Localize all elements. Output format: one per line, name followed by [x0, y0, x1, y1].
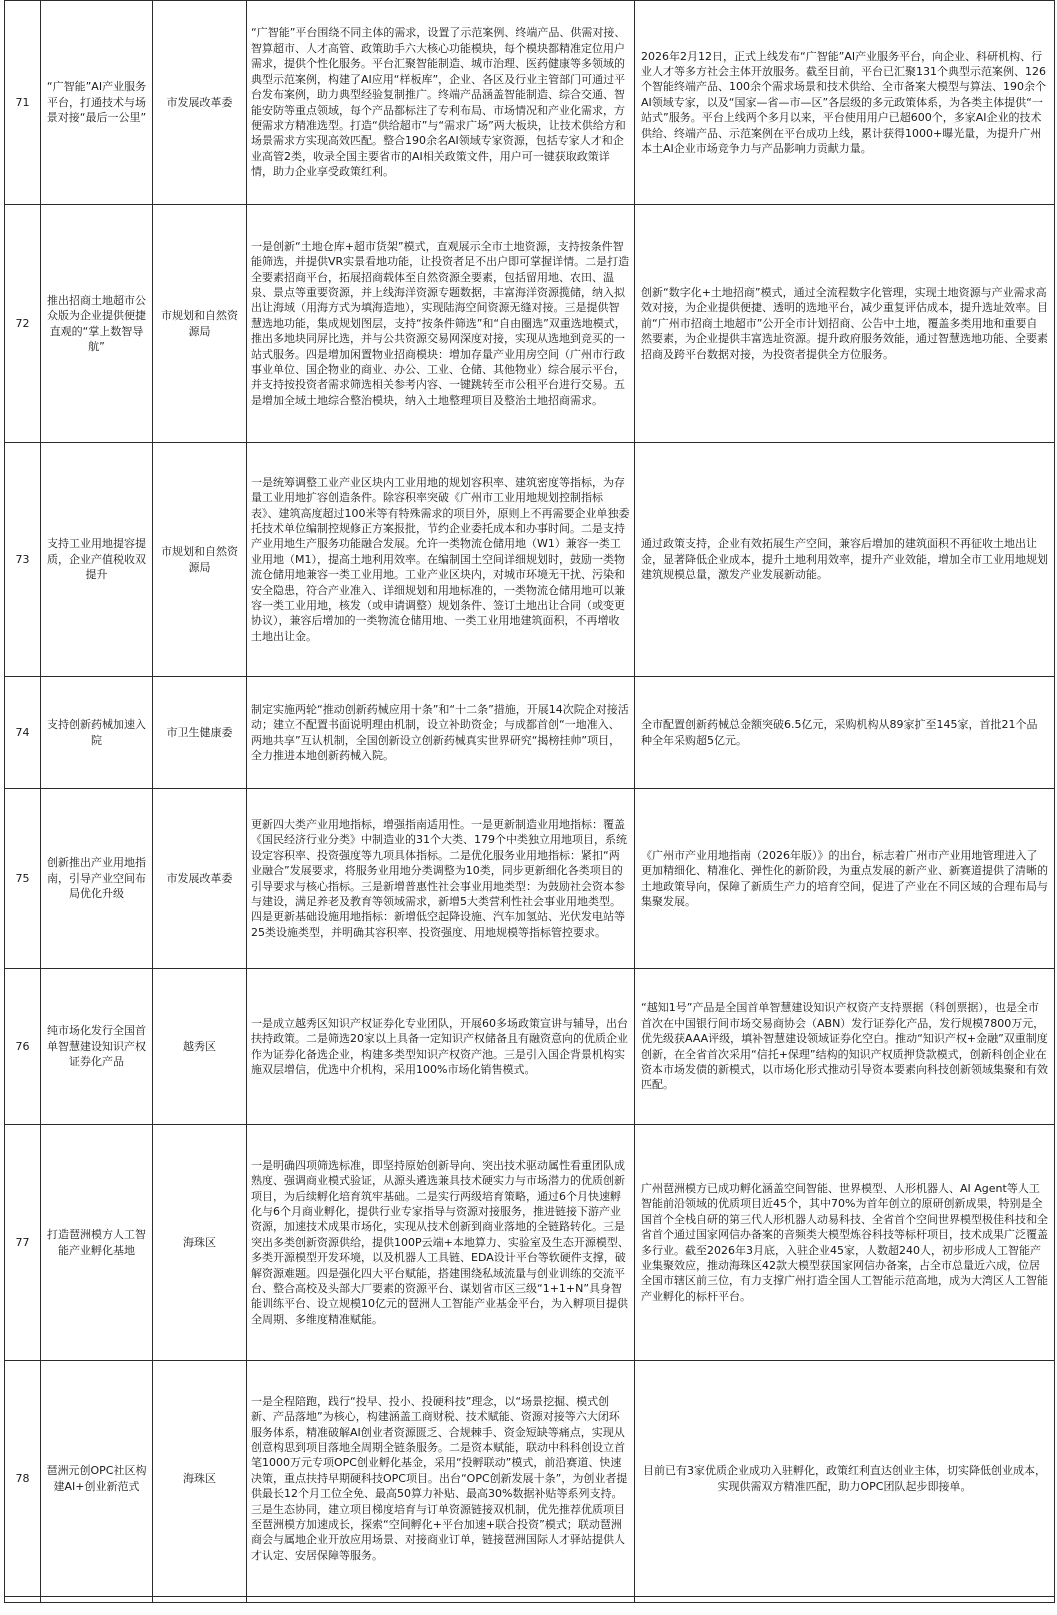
- measure-effect: 创新“数字化+土地招商”模式，通过全流程数字化管理，实现土地资源与产业需求高效对接，为企业提供便捷、透明的选地平台，减少重复评估成本，提升选址效率。目前“广州市招商土地超市”公开全市计划招商、公告中土地，覆盖多类用地和重要自然要素，为企业提供丰富选址资源。提升政府服务效能，通过智慧选地功能、全要素招商及跨平台数据对接，为投资者提供全方位服务。: [635, 205, 1055, 443]
- measure-title: 琶洲元创OPC社区构建AI+创业新范式: [41, 1361, 153, 1597]
- measure-effect: 广州琶洲模方已成功孵化涵盖空间智能、世界模型、人形机器人、AI Agent等人工智能前沿领域的优质项目近45个，其中70%为首年创立的原研创新成果，特别是全国首个全栈自研的第三代人形机器人动易科技、全省首个空间世界模型极佳科技和全省首个通过国家网信办备案的音频类大模型炼谷科技等标杆项目，技术成果广泛覆盖多行业。截至2026年3月底，入驻企业45家，人数超240人，初步形成人工智能产业集聚效应，推动海珠区42款大模型获国家网信办备案，占全市总量近六成，位居全国市辖区前三位，有力支撑广州打造全国人工智能示范高地，成为大湾区人工智能产业孵化的标杆平台。: [635, 1125, 1055, 1361]
- table-row: [5, 1, 1055, 205]
- measure-description: 更新四大类产业用地指标，增强指南适用性。一是更新制造业用地指标：覆盖《国民经济行业分类》中制造业的31个大类、179个中类独立用地项目，系统设定容积率、投资强度等九项具体指标。二是优化服务业用地指标：紧扣“两业融合”发展要求，将服务业用地分类调整为10类，同步更新细化各类项目的引导要求与核心指标。三是新增普惠性社会事业用地类型：为鼓励社会资本参与建设，满足养老及教育等领域需求，新增5大类营利性社会事业用地类型。四是更新基础设施用地指标：新增低空起降设施、汽车加氢站、光伏发电站等25类设施类型，并明确其容积率、投资强度、用地规模等指标管控要求。: [247, 789, 635, 969]
- measure-title: 打造琶洲模方人工智能产业孵化基地: [41, 1125, 153, 1361]
- measure-title: 推出招商土地超市公众版为企业提供便捷直观的“掌上数智导航”: [41, 205, 153, 443]
- table-row: [5, 969, 1055, 1125]
- empty-cell: [247, 1597, 635, 1603]
- measure-description: 一是全程陪跑，践行“投早、投小、投硬科技”理念，以“场景挖掘、模式创新、产品落地”为核心，构建涵盖工商财税、技术赋能、资源对接等六大闭环服务体系，精准破解AI创业者资源匮乏、合规棘手、资金短缺等痛点，实现从创意构思到项目落地全周期全链条服务。二是资本赋能，联动中科科创设立首笔1000万元专项OPC创业孵化基金，采用“投孵联动”模式，前沿赛道、快速决策，重点扶持早期硬科技OPC项目。出台“OPC创新发展十条”，为创业者提供最长12个月工位全免、最高50算力补贴、最高30%数据补贴等系列支持。三是生态协同，建立项目梯度培育与订单资源链接双机制，优先推荐优质项目至琶洲模方加速成长，探索“空间孵化+平台加速+联合投资”模式；联动琶洲商会与属地企业开放应用场景、对接商业订单，链接琶洲国际人才驿站提供人才认定、安居保障等服务。: [247, 1361, 635, 1597]
- measure-description: 制定实施两轮“推动创新药械应用十条”和“十二条”措施，开展14次院企对接活动；建立不配置书面说明理由机制，设立补助资金；与成都首创“一地准入、两地共享”互认机制，全国创新设立创新药械真实世界研究“揭榜挂帅”项目，全力推进本地创新药械入院。: [247, 677, 635, 789]
- measure-title: “广智能”AI产业服务平台，打通技术与场景对接“最后一公里”: [41, 1, 153, 205]
- row-number: 76: [5, 969, 41, 1125]
- measure-description: 一是成立越秀区知识产权证券化专业团队，开展60多场政策宣讲与辅导，出台扶持政策。二是筛选20家以上具备一定知识产权储备且有融资意向的优质企业作为证券化备选企业，构建多类型知识产权资产池。三是引入国企背景机构实施双层增信，优选中介机构，采用100%市场化销售模式。: [247, 969, 635, 1125]
- responsible-unit: 海珠区: [153, 1361, 247, 1597]
- table-row: [5, 1125, 1055, 1361]
- responsible-unit: 越秀区: [153, 969, 247, 1125]
- row-number: 73: [5, 443, 41, 677]
- table-row-partial: [5, 1597, 1055, 1603]
- measure-title: 支持工业用地提容提质，企业产值税收双提升: [41, 443, 153, 677]
- measure-description: 一是明确四项筛选标准，即坚持原始创新导向、突出技术驱动属性看重团队成熟度、强调商业模式验证，从源头遴选兼具技术硬实力与市场潜力的优质创新项目，为后续孵化培育筑牢基础。二是实行两级培育策略，通过6个月快速孵化与6个月商业孵化，提供行业专家指导与资源对接服务，推进链接下游产业资源，加速技术成果市场化，实现从技术创新到商业落地的全链路转化。三是突出多类创新资源供给，提供100P云端+本地算力、实验室及生态开源模型、多类开源模型开发环境，以及机器人工具链、EDA设计平台等软硬件支撑，破解资源难题。四是强化四大平台赋能，搭建围绕私域流量与创业训练的交流平台、整合高校及头部大厂要素的资源平台、谋划省市区三级“1+1+N”具身智能训练平台、设立规模10亿元的琶洲人工智能产业基金平台，为入孵项目提供全周期、多维度精准赋能。: [247, 1125, 635, 1361]
- responsible-unit: 市发展改革委: [153, 789, 247, 969]
- responsible-unit: 市规划和自然资源局: [153, 205, 247, 443]
- measure-effect: “越知1号”产品是全国首单智慧建设知识产权资产支持票据（科创票据），也是全市首次在中国银行间市场交易商协会（ABN）发行证券化产品，发行规模7800万元，优先级获AAA评级，填补智慧建设领域证券化空白。推动“知识产权+金融”双重制度创新，在全省首次采用“信托+保理”结构的知识产权质押贷款模式，创新科创企业在资本市场发债的新模式，以市场化形式推动引导资本要素向科技创新领域集聚和有效匹配。: [635, 969, 1055, 1125]
- measure-effect: 全市配置创新药械总金额突破6.5亿元，采购机构从89家扩至145家，首批21个品种全年采购超5亿元。: [635, 677, 1055, 789]
- policy-measures-table: [4, 0, 1055, 1603]
- empty-cell: [41, 1597, 153, 1603]
- empty-cell: [635, 1597, 1055, 1603]
- table-row: [5, 205, 1055, 443]
- measure-title: 创新推出产业用地指南，引导产业空间布局优化升级: [41, 789, 153, 969]
- measure-title: 纯市场化发行全国首单智慧建设知识产权证券化产品: [41, 969, 153, 1125]
- responsible-unit: 市发展改革委: [153, 1, 247, 205]
- measure-description: 一是创新“土地仓库+超市货架”模式，直观展示全市土地资源，支持按条件智能筛选，并提供VR实景看地功能，让投资者足不出户即可掌握详情。二是打造全要素招商平台，拓展招商载体至自然资源全要素，包括留用地、农田、温泉、景点等重要资源，并上线海洋资源专题数据，丰富海洋资源揽储，纳入拟出让海域（用海方式为填海造地），实现陆海空间资源无缝对接。三是提供智慧选地功能，集成规划图层，支持“按条件筛选”和“自由圈选”双重选地模式，推出多地块同屏比选，并与公共资源交易网深度对接，实现从选地到竞买的一站式服务。四是增加闲置物业招商模块：增加存量产业用房空间（广州市行政事业单位、国企物业的商业、办公、工业、仓储、其他物业）综合展示平台，并支持按投资者需求筛选相关参考内容、一键跳转至市公租平台进行交易。五是增加全域土地综合整治模块，纳入土地整理项目及整治土地招商需求。: [247, 205, 635, 443]
- empty-cell: [5, 1597, 41, 1603]
- table-row: [5, 677, 1055, 789]
- measure-effect: 2026年2月12日，正式上线发布“广智能”AI产业服务平台，向企业、科研机构、行业人才等多方社会主体开放服务。截至目前，平台已汇聚131个典型示范案例、126个智能终端产品、100余个需求场景和技术供给、全市备案大模型与算法、190余个AI领域专家，以及“国家—省—市—区”各层级的多元政策体系，为各类主体提供“一站式”服务。平台上线两个多月以来，平台使用用户已超600个，多家AI企业的技术供给、终端产品、示范案例在平台成功上线，累计获得1000+曝光量，为提升广州本土AI企业市场竞争力与产品影响力贡献力量。: [635, 1, 1055, 205]
- row-number: 77: [5, 1125, 41, 1361]
- table-row: [5, 443, 1055, 677]
- measure-title: 支持创新药械加速入院: [41, 677, 153, 789]
- empty-cell: [153, 1597, 247, 1603]
- row-number: 74: [5, 677, 41, 789]
- measure-effect: 《广州市产业用地指南（2026年版）》的出台，标志着广州市产业用地管理进入了更加精细化、精准化、弹性化的新阶段，为重点发展的新产业、新赛道提供了清晰的土地政策导向，保障了新质生产力的培育空间，促进了产业在不同区域的合理布局与集聚发展。: [635, 789, 1055, 969]
- row-number: 72: [5, 205, 41, 443]
- row-number: 71: [5, 1, 41, 205]
- measure-description: 一是统筹调整工业产业区块内工业用地的规划容积率、建筑密度等指标，为存量工业用地扩容创造条件。除容积率突破《广州市工业用地规划控制指标表》、建筑高度超过100米等有特殊需求的项目外，原则上不再需要企业单独委托技术单位编制控规修正方案报批，节约企业委托成本和办事时间。二是支持产业用地生产服务功能融合发展。允许一类物流仓储用地（W1）兼容一类工业用地（M1），提高土地利用效率。在编制国土空间详细规划时，鼓励一类物流仓储用地兼容一类工业用地。工业产业区块内，对城市环境无干扰、污染和安全隐患，符合产业准入、详细规划和用地标准的，一类物流仓储用地可以兼容一类工业用地，核发（或申请调整）规划条件、签订土地出让合同（或变更协议），兼容后增加的一类物流仓储用地、一类工业用地建筑面积，不再增收土地出让金。: [247, 443, 635, 677]
- table-row: [5, 789, 1055, 969]
- measure-effect: 通过政策支持，企业有效拓展生产空间，兼容后增加的建筑面积不再征收土地出让金，显著降低企业成本，提升土地利用效率，提升产业效能，增加全市工业用地规划建筑规模总量，激发产业发展新动能。: [635, 443, 1055, 677]
- row-number: 78: [5, 1361, 41, 1597]
- responsible-unit: 海珠区: [153, 1125, 247, 1361]
- responsible-unit: 市卫生健康委: [153, 677, 247, 789]
- measure-description: “广智能”平台围绕不同主体的需求，设置了示范案例、终端产品、供需对接、智算超市、人才高管、政策助手六大核心功能模块，每个模块都精准定位用户需求，提供个性化服务。平台汇聚智能制造、城市治理、医药健康等多领域的典型示范案例，构建了AI应用“样板库”，企业、各区及行业主管部门可通过平台发布案例，助力典型经验复制推广。终端产品涵盖智能制造、综合交通、智能安防等重点领域，每个产品都标注了专利布局、市场情况和产业化需求，方便需求方精准选型。打造“供给超市”与“需求广场”两大板块，让技术供给方和场景需求方实现高效匹配。整合190余名AI领域专家资源，包括专家人才和企业高管2类，收录全国主要省市的AI相关政策文件，用户可一键获取政策详情，助力企业享受政策红利。: [247, 1, 635, 205]
- responsible-unit: 市规划和自然资源局: [153, 443, 247, 677]
- table-row: [5, 1361, 1055, 1597]
- row-number: 75: [5, 789, 41, 969]
- measure-effect: 目前已有3家优质企业成功入驻孵化，政策红利直达创业主体，切实降低创业成本，实现供需双方精准匹配，助力OPC团队起步即接单。: [635, 1361, 1055, 1597]
